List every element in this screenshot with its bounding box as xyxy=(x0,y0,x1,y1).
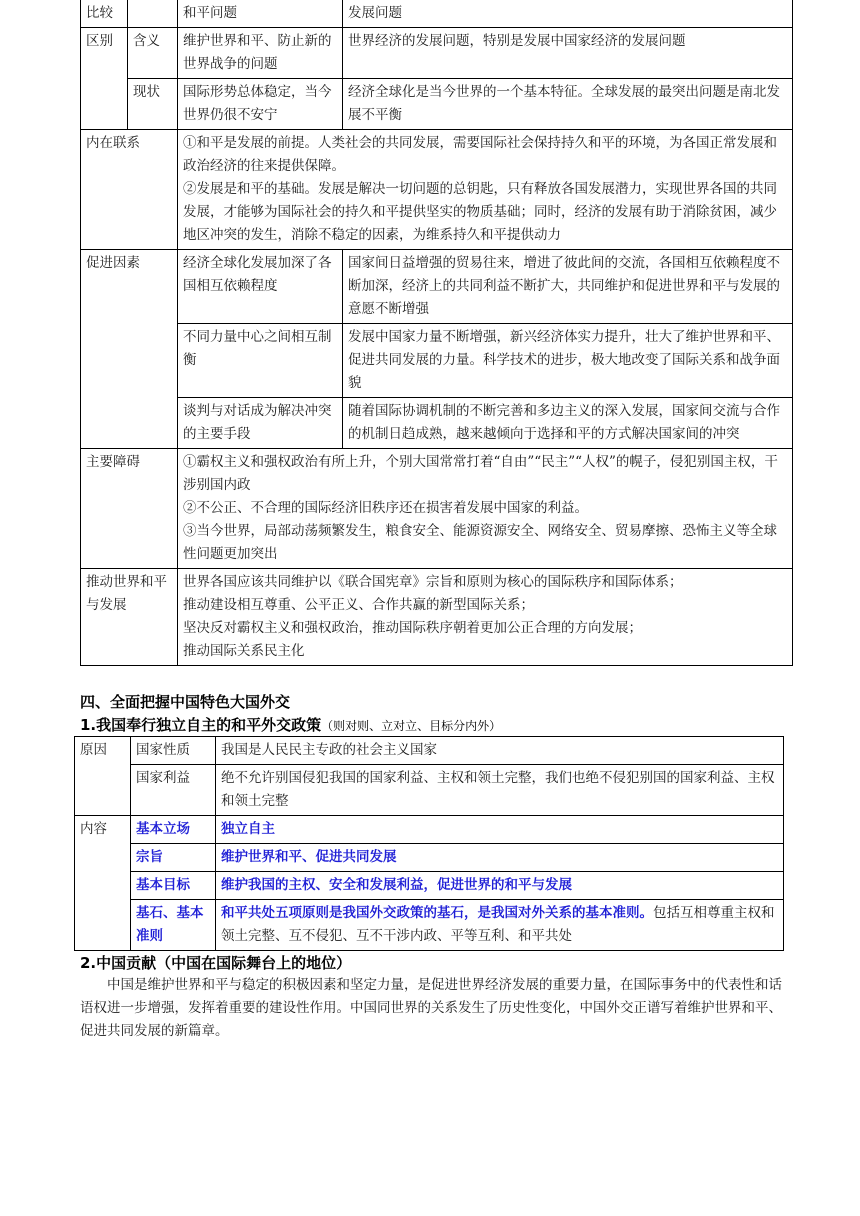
table-row xyxy=(75,737,784,765)
subsection-1-heading: 1.我国奉行独立自主的和平外交政策 xyxy=(80,716,322,734)
promote-p2: 推动建设相互尊重、公平正义、合作共赢的新型国际关系； xyxy=(183,597,534,613)
goal-label: 基本目标 xyxy=(131,872,216,900)
table-row xyxy=(81,398,793,449)
interest-text: 绝不允许别国侵犯我国的国家利益、主权和领土完整，我们也绝不侵犯别国的国家利益、主权和领土完整 xyxy=(216,765,784,816)
obstacles-text xyxy=(178,449,793,569)
status-development: 经济全球化是当今世界的一个基本特征。全球发展的最突出问题是南北发展不平衡 xyxy=(343,79,793,130)
factors-label: 促进因素 xyxy=(81,250,178,449)
obstacles-label: 主要障碍 xyxy=(81,449,178,569)
subsection-1-title xyxy=(80,714,501,735)
promote-text xyxy=(178,569,793,666)
subsection-1-note: （则对则、立对立、目标分内外） xyxy=(321,719,502,733)
table-row xyxy=(81,250,793,324)
factor-name: 经济全球化发展加深了各国相互依赖程度 xyxy=(178,250,343,324)
subsection-2-title: 2.中国贡献（中国在国际舞台上的地位） xyxy=(80,954,352,972)
obstacle-p3: ③当今世界，局部动荡频繁发生，粮食安全、能源资源安全、网络安全、贸易摩擦、恐怖主义等全球性问题更加突出 xyxy=(183,523,777,562)
cornerstone-rest: 包括互相尊重主权和领土完整、互不侵犯、互不干涉内政、平等互利、和平共处 xyxy=(221,905,775,944)
goal-text: 维护我国的主权、安全和发展利益，促进世界的和平与发展 xyxy=(216,872,784,900)
distinction-label: 区别 xyxy=(81,28,128,130)
header-empty xyxy=(128,0,178,28)
internal-link-label: 内在联系 xyxy=(81,130,178,250)
interest-label: 国家利益 xyxy=(131,765,216,816)
table-row xyxy=(81,324,793,398)
meaning-development: 世界经济的发展问题，特别是发展中国家经济的发展问题 xyxy=(343,28,793,79)
header-peace: 和平问题 xyxy=(178,0,343,28)
obstacle-p1: ①霸权主义和强权政治有所上升，个别大国常常打着“自由”“民主”“人权”的幌子，侵犯别国主权，干涉别国内政 xyxy=(183,454,778,493)
internal-link-p1: ①和平是发展的前提。人类社会的共同发展，需要国际社会保持持久和平的环境，为各国正常发展和政治经济的往来提供保障。 xyxy=(183,135,777,174)
cornerstone-label: 基石、基本准则 xyxy=(131,900,216,951)
factor-desc: 发展中国家力量不断增强，新兴经济体实力提升，壮大了维护世界和平、促进共同发展的力量。科学技术的进步，极大地改变了国际关系和战争面貌 xyxy=(343,324,793,398)
stance-label: 基本立场 xyxy=(131,816,216,844)
content-label: 内容 xyxy=(75,816,131,951)
table-row xyxy=(75,872,784,900)
promote-label: 推动世界和平与发展 xyxy=(81,569,178,666)
table-row xyxy=(81,449,793,569)
header-compare: 比较 xyxy=(81,0,128,28)
nature-text: 我国是人民民主专政的社会主义国家 xyxy=(216,737,784,765)
table-row xyxy=(75,816,784,844)
table-row xyxy=(81,0,793,28)
stance-text: 独立自主 xyxy=(216,816,784,844)
contribution-paragraph: 中国是维护世界和平与稳定的积极因素和坚定力量，是促进世界经济发展的重要力量，在国际事务中的代表性和话语权进一步增强，发挥着重要的建设性作用。中国同世界的关系发生了历史性变化，中国外交正谱写着维护世界和平、促进共同发展的新篇章。 xyxy=(80,977,782,1039)
table-row xyxy=(81,28,793,79)
internal-link-p2: ②发展是和平的基础。发展是解决一切问题的总钥匙，只有释放各国发展潜力，实现世界各国的共同发展，才能够为国际社会的持久和平提供坚实的物质基础；同时，经济的发展有助于消除贫困，减少地区冲突的发生，消除不稳定的因素，为维系持久和平提供动力 xyxy=(183,181,777,243)
status-peace: 国际形势总体稳定，当今世界仍很不安宁 xyxy=(178,79,343,130)
table-row xyxy=(75,844,784,872)
obstacle-p2: ②不公正、不合理的国际经济旧秩序还在损害着发展中国家的利益。 xyxy=(183,500,588,516)
factor-name: 不同力量中心之间相互制衡 xyxy=(178,324,343,398)
status-label: 现状 xyxy=(128,79,178,130)
table-row xyxy=(81,79,793,130)
factor-desc: 随着国际协调机制的不断完善和多边主义的深入发展，国家间交流与合作的机制日趋成熟，越来越倾向于选择和平的方式解决国家间的冲突 xyxy=(343,398,793,449)
cornerstone-text xyxy=(216,900,784,951)
factor-desc: 国家间日益增强的贸易往来，增进了彼此间的交流，各国相互依赖程度不断加深，经济上的共同利益不断扩大，共同维护和促进世界和平与发展的意愿不断增强 xyxy=(343,250,793,324)
promote-p1: 世界各国应该共同维护以《联合国宪章》宗旨和原则为核心的国际秩序和国际体系； xyxy=(183,574,683,590)
table-row xyxy=(81,569,793,666)
purpose-label: 宗旨 xyxy=(131,844,216,872)
promote-p4: 推动国际关系民主化 xyxy=(183,643,305,659)
foreign-policy-table xyxy=(74,736,784,951)
section-title: 四、全面把握中国特色大国外交 xyxy=(80,693,291,711)
cornerstone-bold: 和平共处五项原则是我国外交政策的基石，是我国对外关系的基本准则。 xyxy=(221,905,653,921)
factor-name: 谈判与对话成为解决冲突的主要手段 xyxy=(178,398,343,449)
peace-development-comparison-table xyxy=(80,0,793,666)
internal-link-text xyxy=(178,130,793,250)
promote-p3: 坚决反对霸权主义和强权政治，推动国际秩序朝着更加公正合理的方向发展； xyxy=(183,620,642,636)
nature-label: 国家性质 xyxy=(131,737,216,765)
header-development: 发展问题 xyxy=(343,0,793,28)
table-row xyxy=(75,900,784,951)
table-row xyxy=(81,130,793,250)
purpose-text: 维护世界和平、促进共同发展 xyxy=(216,844,784,872)
reason-label: 原因 xyxy=(75,737,131,816)
meaning-label: 含义 xyxy=(128,28,178,79)
table-row xyxy=(75,765,784,816)
meaning-peace: 维护世界和平、防止新的世界战争的问题 xyxy=(178,28,343,79)
